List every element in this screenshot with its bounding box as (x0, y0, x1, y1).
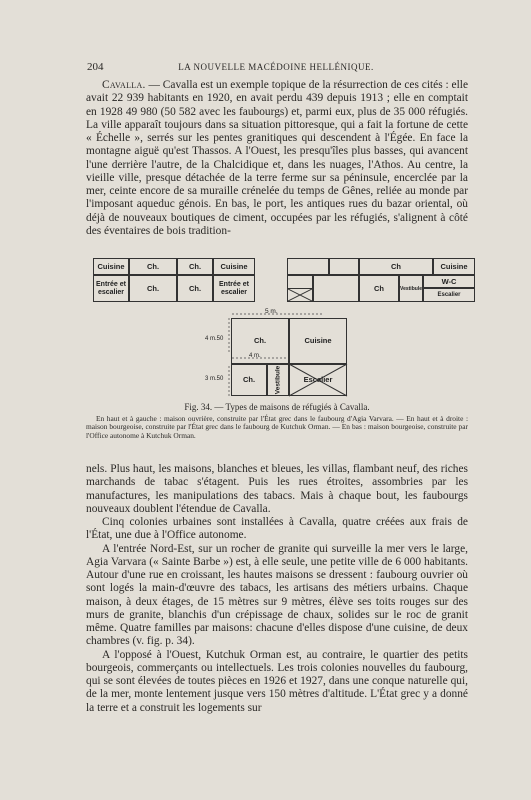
plan-room: Ch (359, 258, 433, 275)
plan-room: Escalier (423, 288, 475, 302)
paragraph: Cinq colonies urbaines sont installées à Cavalla, quatre créées aux frais de l'État, une due à l'Office autonome. (86, 516, 468, 542)
plan-room: Cuisine (93, 258, 129, 275)
plan-room: Ch. (129, 258, 177, 275)
plan-room: Ch. (231, 318, 289, 364)
section-lead: Cavalla. (102, 79, 146, 91)
plan-room: Ch. (177, 275, 213, 302)
plan-maison-bourgeoise-etat (287, 258, 475, 302)
plan-room: Ch. (129, 275, 177, 302)
figure-caption (86, 403, 468, 440)
plan-room-vestibule (267, 364, 289, 396)
plan-room-empty (329, 258, 359, 275)
plan-maison-bourgeoise-office (205, 308, 355, 400)
plan-room-empty (313, 275, 359, 302)
plan-room: Entrée et escalier (213, 275, 255, 302)
plan-room-label: Vestibule (274, 365, 282, 395)
paragraph: A l'opposé à l'Ouest, Kutchuk Orman est, au contraire, le quartier des petits bourgeois, commerçants ou intellectuels. Les trois colonies nouvelles du faubourg, qui se sont élevées de toutes pièces en 1926 et 1927, dans une conque naturelle qui, de la mer, monte lentement jusque vers 150 mètres d'altitude. L'État grec y a donné la terre et a construit les logements sur (86, 648, 468, 714)
plan-room-empty (287, 258, 329, 275)
paragraph-cavalla (86, 79, 468, 238)
plan-room: Cuisine (289, 318, 347, 364)
paragraph: nels. Plus haut, les maisons, blanches et bleues, les villas, flambant neuf, des riches marchands de tabac s'étagent. Puis les rues étroites, assombries par les manufactures, les manipulations des tabacs. Mais à chaque bout, les faubourgs nouveaux doublent l'étendue de Cavalla. (86, 463, 468, 515)
dimension-label: 5 m. (265, 308, 278, 315)
caption-title: Fig. 34. — Types de maisons de réfugiés à Cavalla. (184, 402, 370, 412)
page-number: 204 (87, 61, 104, 73)
body-text (86, 463, 468, 715)
plan-room: W-C (423, 275, 475, 288)
dimension-label: 3 m.50 (205, 376, 224, 382)
running-header (87, 61, 465, 75)
paragraph: A l'entrée Nord-Est, sur un rocher de granite qui surveille la mer vers le large, Agia Varvara (« Sainte Barbe ») est, à elle seule, une petite ville de 6 000 habitants. Autour d'une rue en croissant, les hautes maisons se dressent : faubourg ouvrier où sont logés la main-d'œuvre des tabacs, les artisans des métiers urbains. Chaque maison, à deux étages, de 15 mètres sur 9 mètres, élève ses toits rouges sur des murs de granite, blanchis d'un crépissage de chaux, solides sur le roc de granit même. Quatre familles par maisons: chacune d'elles dispose d'une cuisine, de deux chambres (v. fig. p. 34). (86, 542, 468, 648)
plan-room: Entrée et escalier (93, 275, 129, 302)
plan-room: Cuisine (433, 258, 475, 275)
dimension-label: 4 m.50 (205, 336, 224, 342)
plan-room: Vestibule (399, 275, 423, 302)
staircase-cross-icon (287, 288, 313, 302)
dimension-label: 4 m. (249, 353, 261, 359)
paragraph-text: — Cavalla est un exemple topique de la résurrection de ces cités : elle avait 22 939 habitants en 1920, en avait perdu 439 depuis 1913 ; elle en comptait en 1928 49 980 (50 582 avec les faubourgs) et, parmi eux, plus de 35 000 réfugiés. La ville apparaît toujours dans sa situation pittoresque, qui a fait la fortune de cette « Échelle », serrés sur les pentes granitiques qui descendent à l'Égée. En face la montagne aiguë qu'est Thassos. A l'Ouest, les presqu'îles plus basses, qui avancent l'une derrière l'autre, de la Chalcidique et, dans les nuages, l'Athos. Au centre, la vieille ville, presque détachée de la terre ferme sur sa péninsule, encerclée par la mer, ceinte encore de sa muraille crénelée du temps de Gênes, reliée au monde par l'imposant aqueduc génois. En bas, le port, les antiques rues du bazar oriental, où déjà de nouveaux boutiques de ciment, occupées par les réfugiés, s'alignent à côté des éventaires de bois tradition- (86, 79, 468, 237)
plan-maison-ouvriere (93, 258, 255, 302)
plan-room: Cuisine (213, 258, 255, 275)
plan-room: Ch. (177, 258, 213, 275)
plan-room: Escalier (289, 364, 347, 396)
plan-room: Ch (359, 275, 399, 302)
plan-room: Ch. (231, 364, 267, 396)
caption-note: En haut et à gauche : maison ouvrière, construite par l'État grec dans le faubourg d'Agia Varvara. — En haut et à droite : maison bourgeoise, construite par l'État grec dans le faubourg de Kutchuk Orman. — En bas : maison bourgeoise, construite par l'Office autonome à Kutchuk Orman. (86, 413, 468, 440)
running-title: LA NOUVELLE MACÉDOINE HELLÉNIQUE. (178, 62, 374, 72)
